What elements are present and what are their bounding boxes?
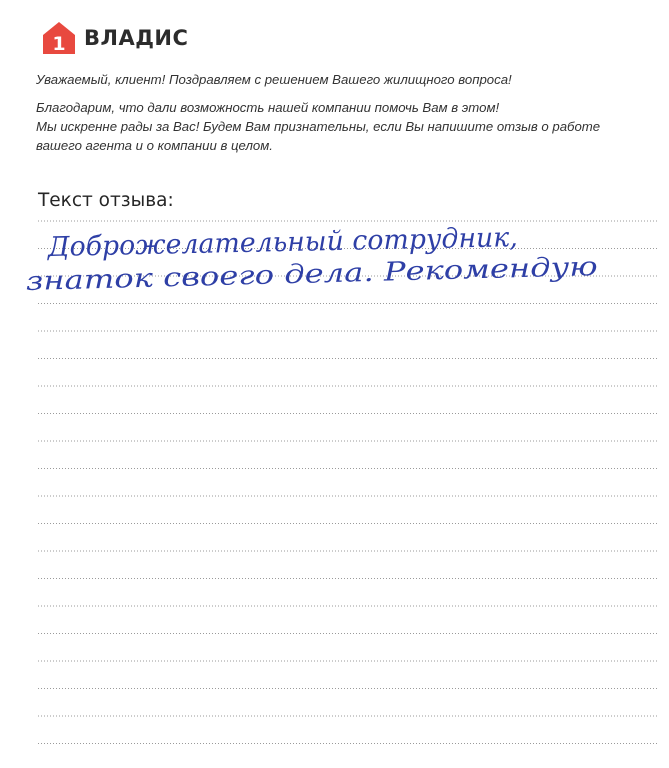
review-heading: Текст отзыва: bbox=[38, 190, 174, 211]
thanks-line-1: Благодарим, что дали возможность нашей компании помочь Вам в этом! bbox=[36, 100, 500, 115]
thanks-line-3: вашего агента и о компании в целом. bbox=[36, 138, 273, 153]
handwritten-line-1: Доброжелательный сотрудник, bbox=[47, 222, 523, 263]
thanks-line-2: Мы искренне рады за Вас! Будем Вам признательны, если Вы напишите отзыв о работе bbox=[36, 119, 601, 134]
greeting-line: Уважаемый, клиент! Поздравляем с решением Вашего жилищного вопроса! bbox=[36, 72, 512, 87]
handwritten-line-2: знаток своего дела. Рекомендую bbox=[25, 254, 488, 297]
logo-digit: 1 bbox=[52, 33, 66, 55]
brand-name: ВЛАДИС bbox=[84, 26, 189, 50]
